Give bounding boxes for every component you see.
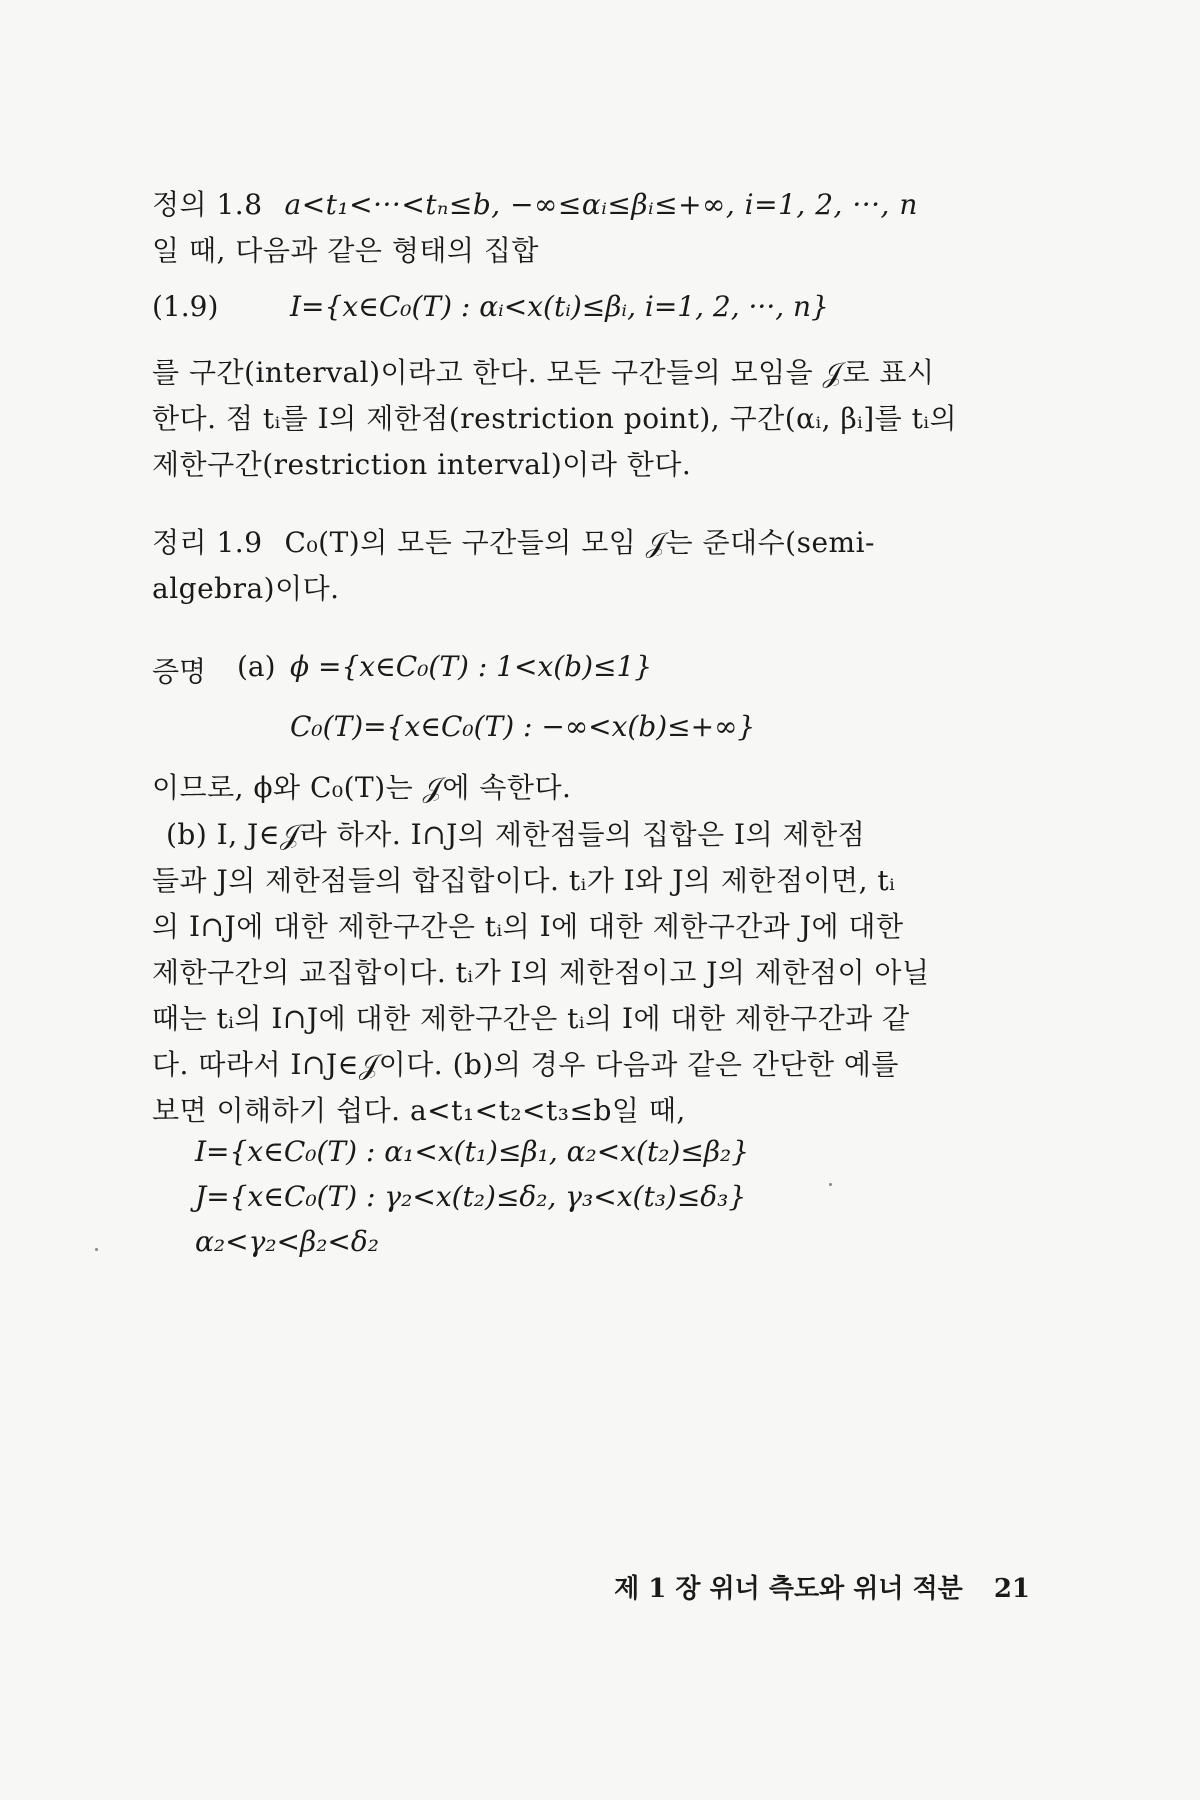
proof-b-line-4: 제한구간의 교집합이다. tᵢ가 I의 제한점이고 J의 제한점이 아닐 bbox=[152, 956, 930, 989]
definition-condition: a<t₁<···<tₙ≤b, −∞≤αᵢ≤βᵢ≤+∞, i=1, 2, ···, n bbox=[284, 188, 918, 221]
definition-cont-line-2: 한다. 점 tᵢ를 I의 제한점(restriction point), 구간(αᵢ, βᵢ]를 tᵢ의 bbox=[152, 402, 958, 435]
example-interval-i: I={x∈C₀(T) : α₁<x(t₁)≤β₁, α₂<x(t₂)≤β₂} bbox=[195, 1135, 750, 1168]
definition-1-8 bbox=[152, 182, 1052, 274]
proof-a-conclusion bbox=[152, 765, 1052, 811]
theorem-statement: C₀(T)의 모든 구간들의 모임 𝒥는 준대수(semi- bbox=[284, 526, 875, 559]
proof-b-line-1: (b) I, J∈𝒥라 하자. I∩J의 제한점들의 집합은 I의 제한점 bbox=[166, 818, 866, 851]
proof-b-line-6: 다. 따라서 I∩J∈𝒥이다. (b)의 경우 다음과 같은 간단한 예를 bbox=[152, 1048, 899, 1081]
page-footer bbox=[580, 1568, 1030, 1605]
definition-line-1 bbox=[152, 182, 1052, 228]
print-speck bbox=[829, 1183, 832, 1186]
proof-a-conclusion-line: 이므로, ϕ와 C₀(T)는 𝒥에 속한다. bbox=[152, 771, 572, 804]
definition-line-2: 일 때, 다음과 같은 형태의 집합 bbox=[152, 234, 539, 267]
equation-1-9: I={x∈C₀(T) : αᵢ<x(tᵢ)≤βᵢ, i=1, 2, ···, n} bbox=[290, 290, 829, 323]
definition-label: 정의 1.8 bbox=[152, 188, 263, 221]
definition-continuation bbox=[152, 350, 1052, 488]
print-speck bbox=[95, 1248, 98, 1251]
theorem-label: 정리 1.9 bbox=[152, 526, 263, 559]
running-chapter-title: 제 1 장 위너 측도와 위너 적분 bbox=[614, 1574, 963, 1604]
proof-b-line-7: 보면 이해하기 쉽다. a<t₁<t₂<t₃≤b일 때, bbox=[152, 1094, 686, 1127]
example-inequality: α₂<γ₂<β₂<δ₂ bbox=[195, 1225, 379, 1258]
proof-b-line-3: 의 I∩J에 대한 제한구간은 tᵢ의 I에 대한 제한구간과 J에 대한 bbox=[152, 910, 904, 943]
proof-part-a-label: (a) bbox=[237, 650, 276, 683]
proof-label: 증명 bbox=[152, 655, 207, 688]
theorem-1-9 bbox=[152, 520, 1052, 612]
proof-b-line-5: 때는 tᵢ의 I∩J에 대한 제한구간은 tᵢ의 I에 대한 제한구간과 같 bbox=[152, 1002, 910, 1035]
proof-b-line-2: 들과 J의 제한점들의 합집합이다. tᵢ가 I와 J의 제한점이면, tᵢ bbox=[152, 864, 896, 897]
definition-cont-line-1: 를 구간(interval)이라고 한다. 모든 구간들의 모임을 𝒥로 표시 bbox=[152, 356, 935, 389]
theorem-line-2: algebra)이다. bbox=[152, 572, 340, 605]
equation-number: (1.9) bbox=[152, 290, 219, 323]
example-interval-j: J={x∈C₀(T) : γ₂<x(t₂)≤δ₂, γ₃<x(t₃)≤δ₃} bbox=[195, 1180, 747, 1213]
definition-cont-line-3: 제한구간(restriction interval)이라 한다. bbox=[152, 448, 692, 481]
page-number: 21 bbox=[993, 1574, 1030, 1604]
proof-part-b bbox=[152, 812, 1052, 1134]
proof-equation-whole-space: C₀(T)={x∈C₀(T) : −∞<x(b)≤+∞} bbox=[290, 710, 756, 743]
proof-equation-empty-set: ϕ ={x∈C₀(T) : 1<x(b)≤1} bbox=[290, 650, 653, 683]
theorem-line-1 bbox=[152, 520, 1052, 566]
